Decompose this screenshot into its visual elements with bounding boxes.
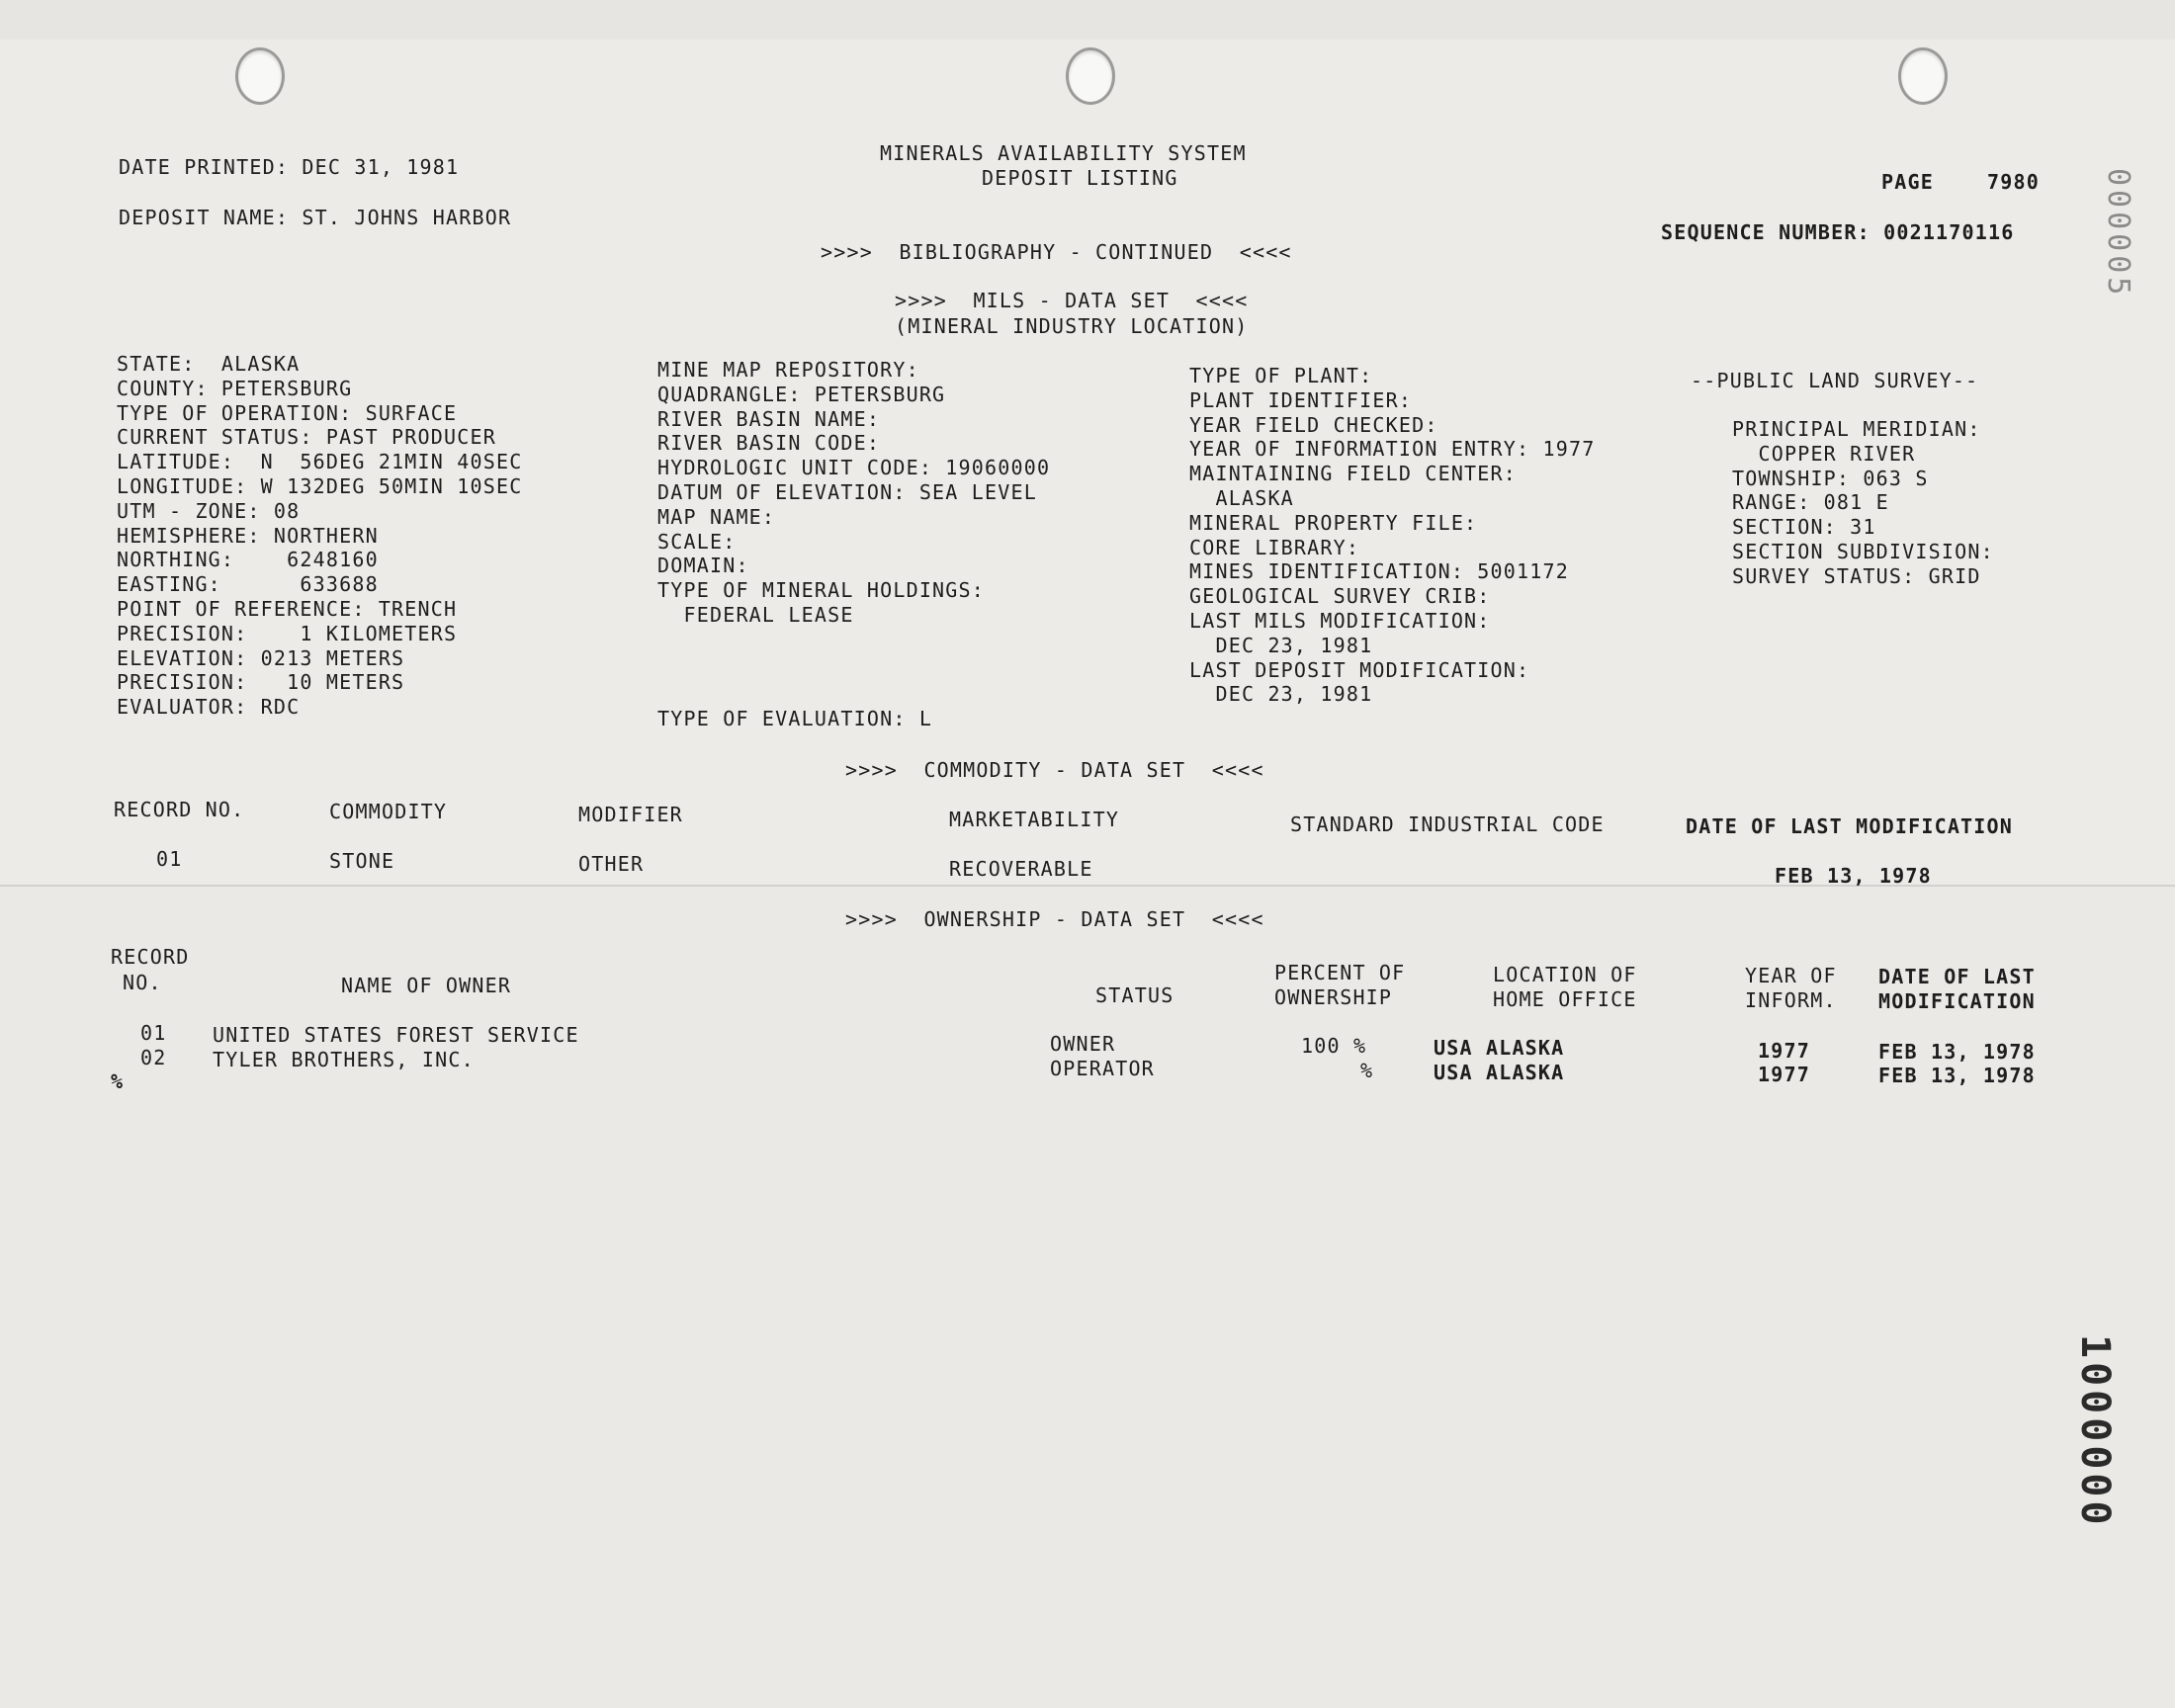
- ownership-header-year-2: INFORM.: [1745, 988, 1837, 1012]
- mineral-property-file-field: MINERAL PROPERTY FILE:: [1189, 510, 1478, 535]
- mineral-holdings-value: FEDERAL LEASE: [657, 602, 854, 627]
- ownership-header-date-2: MODIFICATION: [1878, 989, 2036, 1013]
- survey-status-field: SURVEY STATUS: GRID: [1732, 563, 1981, 588]
- top-edge-shading: [0, 0, 2175, 40]
- ownership-header-location-1: LOCATION OF: [1493, 963, 1637, 986]
- ownership-header-name: NAME OF OWNER: [341, 974, 512, 997]
- commodity-header-sic: STANDARD INDUSTRIAL CODE: [1290, 812, 1605, 836]
- commodity-header-commodity: COMMODITY: [329, 800, 448, 823]
- last-deposit-mod-label: LAST DEPOSIT MODIFICATION:: [1189, 657, 1530, 682]
- elevation-field: ELEVATION: 0213 METERS: [117, 645, 405, 670]
- owner-1-record-no: 01: [140, 1021, 167, 1045]
- ownership-header-location-2: HOME OFFICE: [1493, 987, 1637, 1011]
- domain-field: DOMAIN:: [657, 554, 749, 578]
- quadrangle-field: QUADRANGLE: PETERSBURG: [657, 382, 946, 406]
- owner-2-location: USA ALASKA: [1434, 1061, 1565, 1084]
- owner-2-date-mod: FEB 13, 1978: [1878, 1064, 2036, 1087]
- binder-hole-left: [235, 47, 285, 105]
- bibliography-heading: >>>> BIBLIOGRAPHY - CONTINUED <<<<: [821, 240, 1292, 264]
- binder-hole-center: [1066, 47, 1115, 105]
- northing-field: NORTHING: 6248160: [117, 548, 379, 572]
- mine-map-repository-field: MINE MAP REPOSITORY:: [657, 358, 919, 382]
- owner-2-name: TYLER BROTHERS, INC.: [213, 1048, 475, 1071]
- owner-2-year: 1977: [1758, 1063, 1810, 1086]
- precision-km-field: PRECISION: 1 KILOMETERS: [117, 621, 458, 645]
- state-field: STATE: ALASKA: [117, 352, 301, 376]
- owner-1-status: OWNER: [1050, 1032, 1116, 1056]
- mils-plant-column: [1189, 364, 1595, 707]
- year-info-entry-field: YEAR OF INFORMATION ENTRY: 1977: [1189, 437, 1596, 462]
- mines-identification-field: MINES IDENTIFICATION: 5001172: [1189, 559, 1569, 584]
- commodity-row-commodity: STONE: [329, 849, 395, 873]
- lower-page-shading: [0, 886, 2175, 1708]
- owner-2-status: OPERATOR: [1050, 1057, 1155, 1080]
- owner-1-name: UNITED STATES FOREST SERVICE: [213, 1023, 579, 1047]
- mils-map-column: [657, 358, 1050, 628]
- ownership-header-status: STATUS: [1095, 983, 1174, 1007]
- operation-type-field: TYPE OF OPERATION: SURFACE: [117, 400, 458, 425]
- owner-1-location: USA ALASKA: [1434, 1036, 1565, 1060]
- scale-field: SCALE:: [657, 529, 737, 554]
- ownership-header-record: RECORD: [111, 945, 190, 969]
- last-mils-mod-label: LAST MILS MODIFICATION:: [1189, 608, 1491, 633]
- type-of-evaluation-field: TYPE OF EVALUATION: L: [657, 707, 933, 730]
- hemisphere-field: HEMISPHERE: NORTHERN: [117, 523, 379, 548]
- owner-1-year: 1977: [1758, 1039, 1810, 1063]
- frame-number-stamp-bottom: 1000000: [2072, 1334, 2118, 1529]
- field-center-label: MAINTAINING FIELD CENTER:: [1189, 462, 1518, 486]
- commodity-heading: >>>> COMMODITY - DATA SET <<<<: [845, 758, 1264, 782]
- precision-m-field: PRECISION: 10 METERS: [117, 670, 405, 695]
- evaluator-field: EVALUATOR: RDC: [117, 695, 301, 720]
- commodity-row-marketability: RECOVERABLE: [949, 857, 1093, 881]
- commodity-row-modifier: OTHER: [578, 852, 645, 876]
- river-basin-code-field: RIVER BASIN CODE:: [657, 431, 881, 456]
- mils-heading: >>>> MILS - DATA SET <<<<: [895, 289, 1249, 312]
- township-field: TOWNSHIP: 063 S: [1732, 466, 1929, 490]
- year-field-checked-field: YEAR FIELD CHECKED:: [1189, 412, 1438, 437]
- ownership-header-no: NO.: [123, 971, 162, 994]
- easting-field: EASTING: 633688: [117, 572, 379, 597]
- binder-hole-right: [1898, 47, 1948, 105]
- mineral-holdings-field: TYPE OF MINERAL HOLDINGS:: [657, 578, 986, 603]
- page-label: PAGE: [1881, 170, 1934, 194]
- section-subdivision-field: SECTION SUBDIVISION:: [1732, 539, 1994, 563]
- date-printed: DATE PRINTED: DEC 31, 1981: [119, 155, 460, 179]
- latitude-field: LATITUDE: N 56DEG 21MIN 40SEC: [117, 450, 523, 474]
- listing-title: DEPOSIT LISTING: [982, 166, 1178, 190]
- public-land-survey-heading: --PUBLIC LAND SURVEY--: [1691, 369, 1979, 392]
- ownership-header-percent-2: OWNERSHIP: [1274, 985, 1393, 1009]
- mils-location-column: [117, 352, 522, 720]
- core-library-field: CORE LIBRARY:: [1189, 535, 1360, 559]
- owner-2-record-no: 02: [140, 1046, 167, 1069]
- utm-zone-field: UTM - ZONE: 08: [117, 498, 301, 523]
- section-field: SECTION: 31: [1732, 515, 1876, 540]
- geological-survey-crib-field: GEOLOGICAL SURVEY CRIB:: [1189, 584, 1491, 609]
- type-of-plant-field: TYPE OF PLANT:: [1189, 364, 1373, 387]
- ownership-header-year-1: YEAR OF: [1745, 964, 1837, 987]
- deposit-name: DEPOSIT NAME: ST. JOHNS HARBOR: [119, 206, 512, 229]
- county-field: COUNTY: PETERSBURG: [117, 376, 353, 400]
- owner-2-percent: %: [1360, 1059, 1374, 1082]
- principal-meridian-field: PRINCIPAL MERIDIAN:: [1732, 417, 1981, 441]
- page-number: 7980: [1987, 170, 2040, 194]
- mils-subheading: (MINERAL INDUSTRY LOCATION): [895, 314, 1249, 338]
- frame-number-stamp-top: 000005: [2101, 168, 2135, 299]
- map-name-field: MAP NAME:: [657, 504, 776, 529]
- commodity-header-record-no: RECORD NO.: [114, 798, 245, 821]
- river-basin-name-field: RIVER BASIN NAME:: [657, 406, 881, 431]
- commodity-header-date-mod: DATE OF LAST MODIFICATION: [1686, 814, 2014, 838]
- principal-meridian-value: COPPER RIVER: [1732, 441, 1916, 466]
- commodity-header-modifier: MODIFIER: [578, 803, 683, 826]
- commodity-row-record-no: 01: [156, 847, 183, 871]
- datum-of-elevation-field: DATUM OF ELEVATION: SEA LEVEL: [657, 479, 1037, 504]
- owner-1-percent: 100 %: [1301, 1034, 1367, 1058]
- point-of-reference-field: POINT OF REFERENCE: TRENCH: [117, 596, 458, 621]
- commodity-row-date-mod: FEB 13, 1978: [1775, 864, 1932, 888]
- commodity-header-marketability: MARKETABILITY: [949, 808, 1120, 831]
- public-land-survey-column: [1732, 417, 1994, 589]
- record-trailer-mark: %: [111, 1069, 125, 1093]
- ownership-header-percent-1: PERCENT OF: [1274, 961, 1406, 984]
- ownership-heading: >>>> OWNERSHIP - DATA SET <<<<: [845, 907, 1264, 931]
- current-status-field: CURRENT STATUS: PAST PRODUCER: [117, 425, 496, 450]
- field-center-value: ALASKA: [1189, 485, 1294, 510]
- sequence-number: SEQUENCE NUMBER: 0021170116: [1661, 220, 2015, 244]
- system-title: MINERALS AVAILABILITY SYSTEM: [880, 141, 1247, 165]
- last-mils-mod-value: DEC 23, 1981: [1189, 633, 1373, 657]
- ownership-header-date-1: DATE OF LAST: [1878, 965, 2036, 988]
- longitude-field: LONGITUDE: W 132DEG 50MIN 10SEC: [117, 473, 523, 498]
- plant-identifier-field: PLANT IDENTIFIER:: [1189, 387, 1413, 412]
- owner-1-date-mod: FEB 13, 1978: [1878, 1040, 2036, 1064]
- range-field: RANGE: 081 E: [1732, 490, 1889, 515]
- hydrologic-unit-code-field: HYDROLOGIC UNIT CODE: 19060000: [657, 456, 1051, 480]
- last-deposit-mod-value: DEC 23, 1981: [1189, 682, 1373, 707]
